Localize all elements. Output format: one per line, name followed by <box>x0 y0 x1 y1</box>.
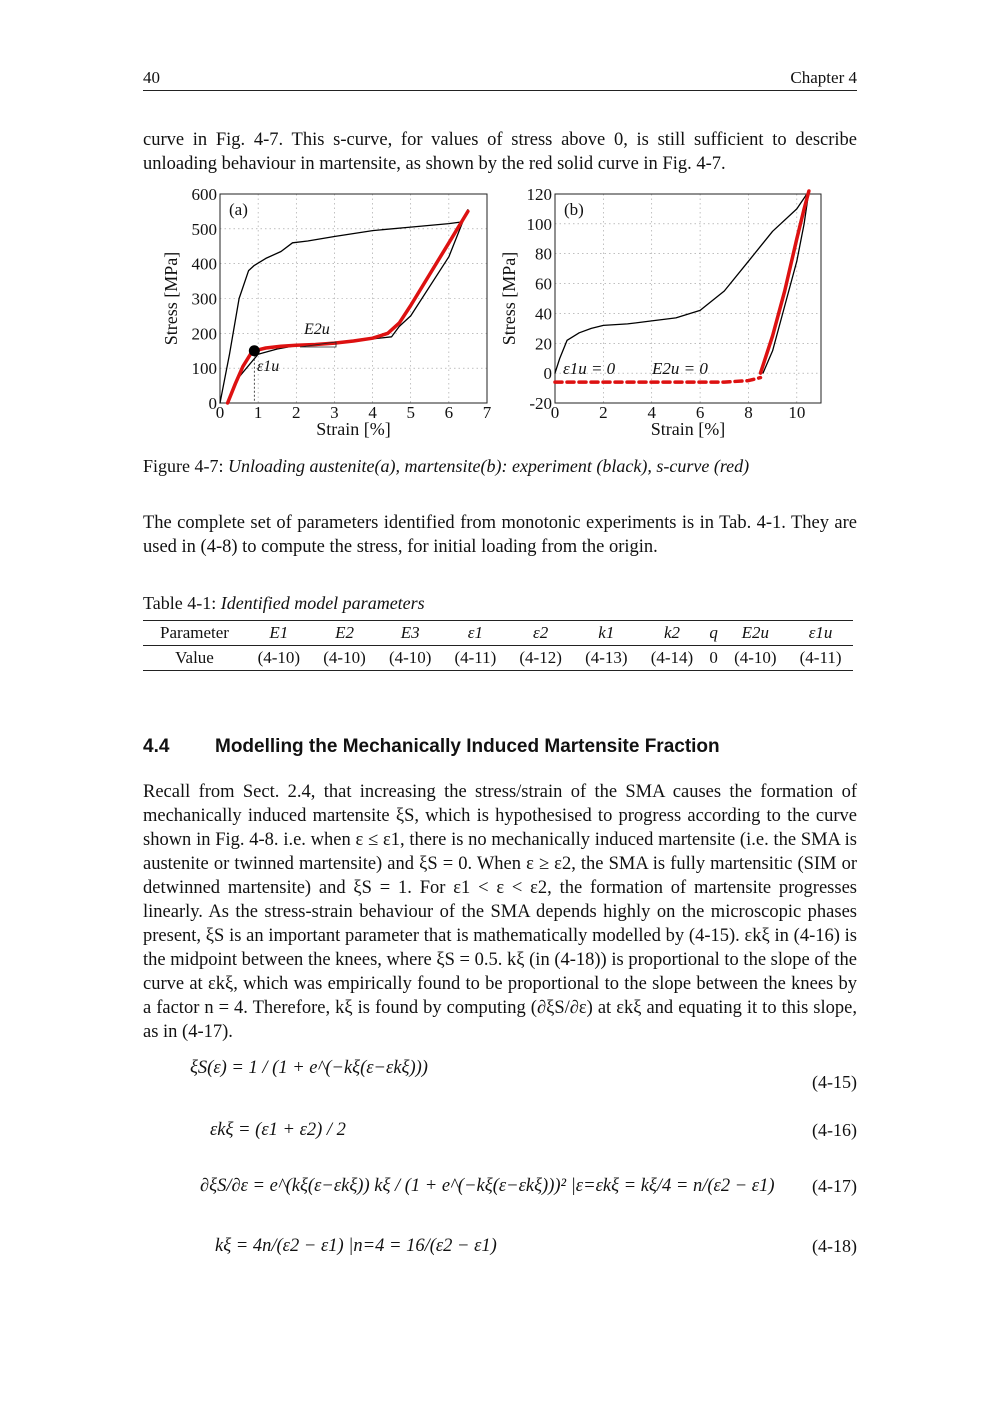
y-tick-label: 0 <box>543 364 552 384</box>
x-tick-label: 4 <box>368 403 377 422</box>
y-axis-label: Stress [MPa] <box>499 251 519 346</box>
header-rule <box>143 90 857 91</box>
y-tick-label: 400 <box>191 254 217 274</box>
figure-label: Figure 4-7: <box>143 456 224 476</box>
equation-text: kξ = 4n/(ε2 − ε1) |n=4 = 16/(ε2 − ε1) <box>215 1236 497 1256</box>
y-tick-label: -20 <box>529 394 552 413</box>
equation-number: (4-16) <box>812 1120 857 1140</box>
equation-text: εkξ = (ε1 + ε2) / 2 <box>210 1120 346 1140</box>
param-eps1u: ε1u <box>788 621 853 646</box>
table-caption-text: Identified model parameters <box>220 593 425 613</box>
figure-caption-text: Unloading austenite(a), martensite(b): experiment (black), s-curve (red) <box>228 456 750 476</box>
x-tick-label: 2 <box>292 403 301 422</box>
figure-caption <box>143 456 749 477</box>
figure-4-7 <box>140 186 840 444</box>
equation-number: (4-18) <box>812 1236 857 1256</box>
annotation-eps1u-zero: ε1u = 0 <box>563 359 616 378</box>
row-header: Parameter <box>143 621 246 646</box>
table-cell: (4-10) <box>312 646 378 671</box>
y-tick-label: 120 <box>526 186 552 204</box>
param-E2u: E2u <box>722 621 788 646</box>
body-paragraph: Recall from Sect. 2.4, that increasing the stress/strain of the SMA causes the formation of mechanically induced martensite ξS, which is hypothesised to progress according to the curve shown in Fig. 4-8. i.e. when ε ≤ ε1, there is no mechanically induced martensite (i.e. the SMA is austenite or twinned martensite) and ξS = 0. When ε ≥ ε2, the SMA is fully martensitic (SIM or detwinned martensite) and ξS = 1. For ε1 < ε < ε2, the formation of martensite progresses linearly. As the stress-strain behaviour of the SMA depends highly on the microscopic phases present, ξS is an important parameter that is mathematically modelled by (4-15). εkξ in (4-16) is the midpoint between the knees, where ξS = 0.5. kξ (in (4-18)) is proportional to the slope of the curve at εkξ, which was empirically found to be proportional to the slope between the knees by a factor n = 4. Therefore, kξ is found by computing (∂ξS/∂ε) at εkξ and equating it to this slope, as in (4-17). <box>143 782 857 1042</box>
x-tick-label: 0 <box>550 403 560 422</box>
x-tick-label: 4 <box>647 403 656 422</box>
marker-point <box>249 345 260 356</box>
table-cell: (4-11) <box>443 646 508 671</box>
equation-4-15 <box>190 1058 428 1079</box>
param-E3: E3 <box>377 621 443 646</box>
section-heading <box>143 736 720 758</box>
s-curve-series-line <box>555 378 761 383</box>
y-tick-label: 20 <box>535 334 552 354</box>
param-E2: E2 <box>312 621 378 646</box>
y-tick-label: 200 <box>191 324 217 344</box>
x-tick-label: 6 <box>695 403 705 422</box>
equation-4-17 <box>200 1176 775 1197</box>
paragraph-table-intro: The complete set of parameters identified from monotonic experiments is in Tab. 4-1. They are used in (4-8) to compute the stress, for initial loading from the origin. <box>143 513 857 557</box>
y-tick-label: 600 <box>191 186 217 204</box>
table-cell: (4-11) <box>788 646 853 671</box>
y-tick-label: 80 <box>535 244 552 264</box>
y-tick-label: 0 <box>208 394 217 413</box>
equation-text: ∂ξS/∂ε = e^(kξ(ε−εkξ)) kξ / (1 + e^(−kξ(ε−εkξ)))² |ε=εkξ = kξ/4 = n/(ε2 − ε1) <box>200 1176 775 1196</box>
annotation-eps1u: ε1u <box>257 358 280 375</box>
panel-label: (b) <box>564 200 584 219</box>
param-E1: E1 <box>246 621 312 646</box>
section-number: 4.4 <box>143 736 170 757</box>
table-cell: (4-10) <box>377 646 443 671</box>
y-tick-label: 40 <box>535 304 552 324</box>
param-k1: k1 <box>573 621 639 646</box>
table-header-row <box>143 621 853 646</box>
table-cell: 0 <box>705 646 723 671</box>
equation-4-18 <box>215 1236 497 1257</box>
param-q: q <box>705 621 723 646</box>
x-tick-label: 10 <box>788 403 806 422</box>
value-header: Value <box>143 646 246 671</box>
annotation-E2u-zero: E2u = 0 <box>652 359 708 378</box>
section-title: Modelling the Mechanically Induced Martensite Fraction <box>215 736 720 757</box>
chart-panel-b <box>499 186 821 439</box>
param-k2: k2 <box>639 621 705 646</box>
y-tick-label: 60 <box>535 274 552 294</box>
y-tick-label: 300 <box>191 289 217 309</box>
table-cell: (4-10) <box>722 646 788 671</box>
parameters-table <box>143 620 853 671</box>
equation-text: ξS(ε) = 1 / (1 + e^(−kξ(ε−εkξ))) <box>190 1058 428 1078</box>
x-tick-label: 0 <box>215 403 225 422</box>
y-axis-label: Stress [MPa] <box>161 251 181 346</box>
intro-paragraph: curve in Fig. 4-7. This s-curve, for values of stress above 0, is still sufficient to describe unloading behaviour in martensite, as shown by the red solid curve in Fig. 4-7. <box>143 130 857 174</box>
x-tick-label: 5 <box>406 403 415 422</box>
page-number: 40 <box>143 68 160 87</box>
table-cell: (4-12) <box>508 646 574 671</box>
chart-panel-a <box>161 186 492 439</box>
x-tick-label: 7 <box>482 403 492 422</box>
annotation-E2u: E2u <box>304 321 330 338</box>
x-tick-label: 1 <box>253 403 263 422</box>
table-caption <box>143 593 425 614</box>
equation-number: (4-15) <box>812 1072 857 1092</box>
param-eps2: ε2 <box>508 621 574 646</box>
table-cell: (4-10) <box>246 646 312 671</box>
x-tick-label: 3 <box>330 403 339 422</box>
x-axis-label: Strain [%] <box>316 419 391 439</box>
panel-label: (a) <box>229 200 248 219</box>
y-tick-label: 100 <box>526 214 552 234</box>
y-tick-label: 100 <box>191 359 217 379</box>
s-curve-series-line <box>761 191 809 373</box>
param-eps1: ε1 <box>443 621 508 646</box>
equation-4-16 <box>210 1120 346 1141</box>
table-cell: (4-13) <box>573 646 639 671</box>
table-value-row <box>143 646 853 671</box>
equation-number: (4-17) <box>812 1176 857 1196</box>
x-tick-label: 8 <box>744 403 753 422</box>
x-axis-label: Strain [%] <box>650 419 726 439</box>
table-label: Table 4-1: <box>143 593 217 613</box>
x-tick-label: 6 <box>444 403 454 422</box>
x-tick-label: 2 <box>599 403 608 422</box>
chapter-title: Chapter 4 <box>790 68 857 87</box>
table-cell: (4-14) <box>639 646 705 671</box>
y-tick-label: 500 <box>191 219 217 239</box>
